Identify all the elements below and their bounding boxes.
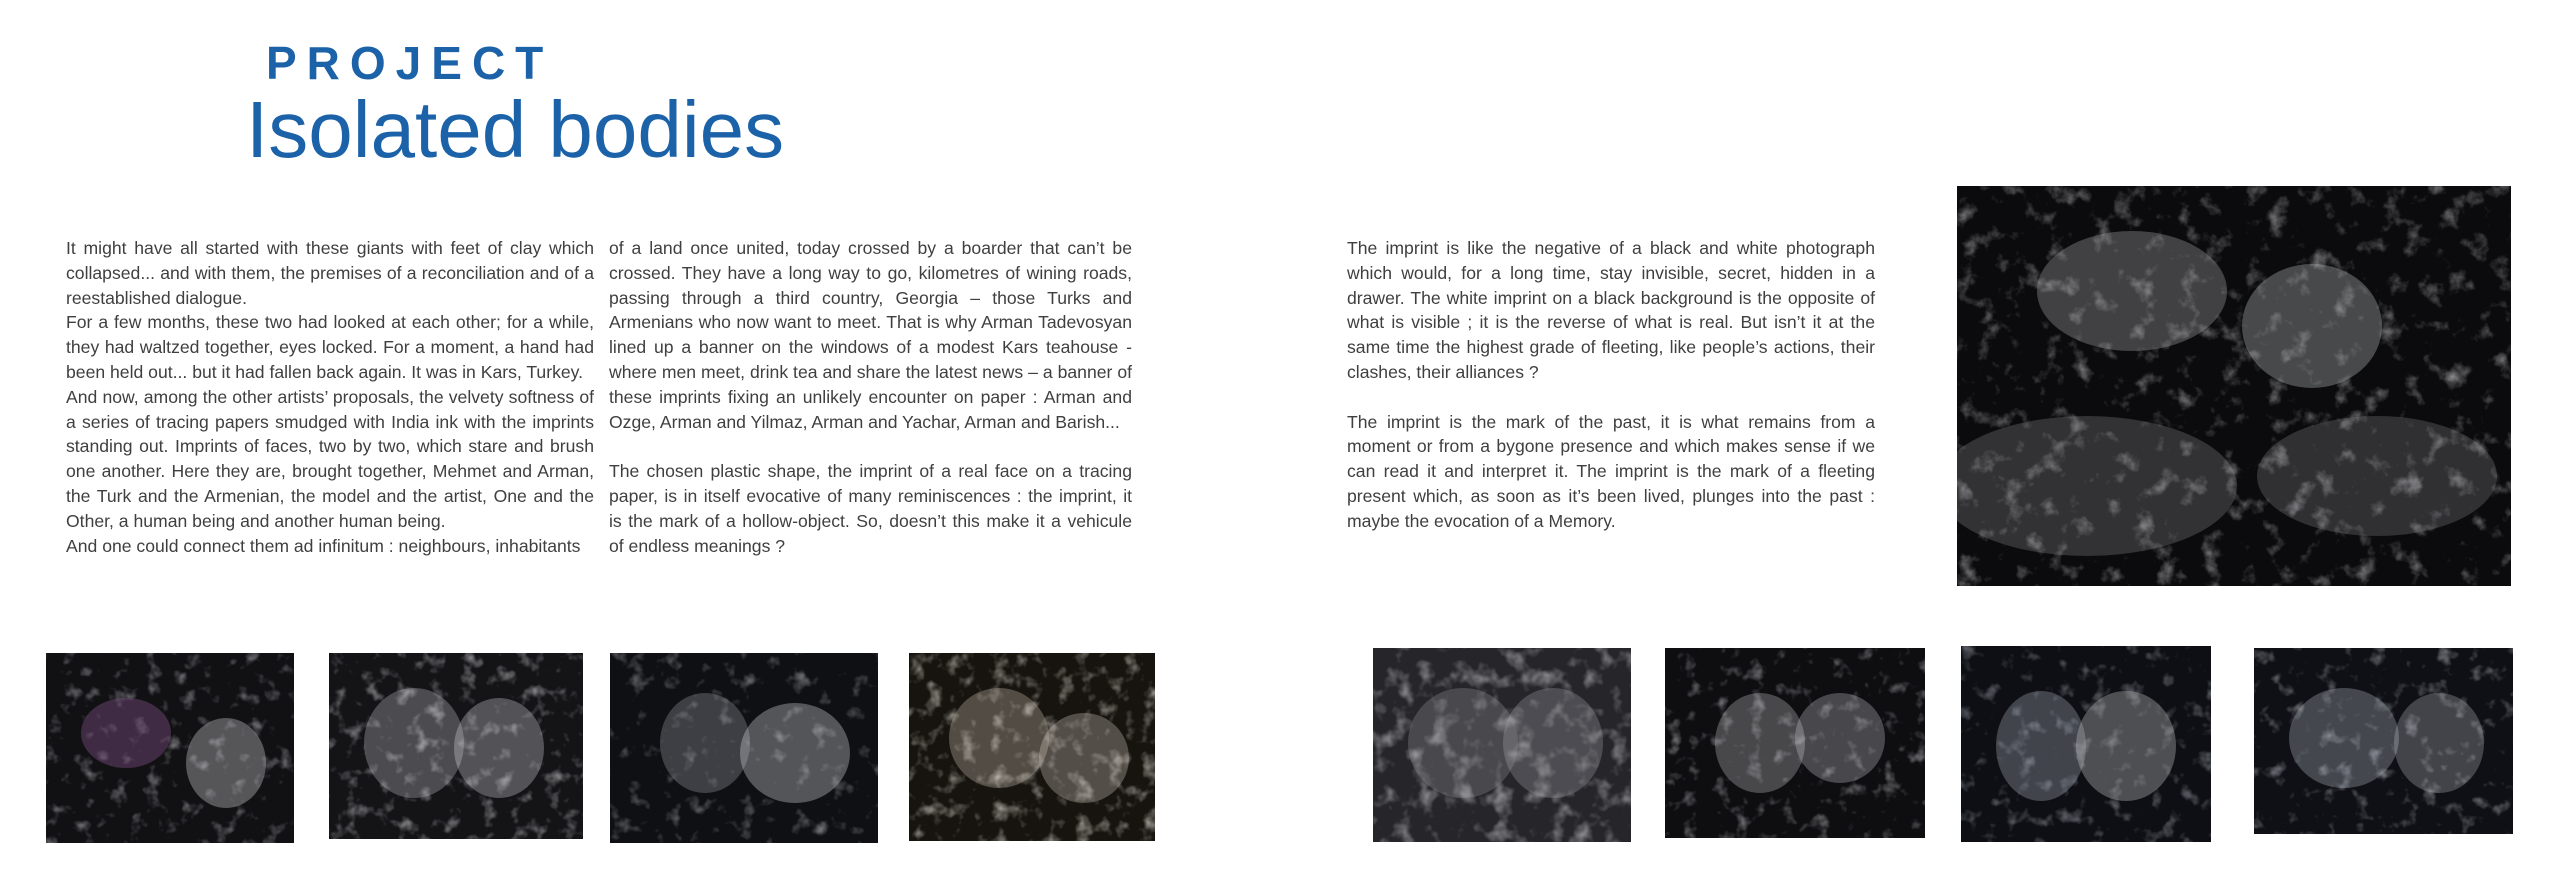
page-title: Isolated bodies	[246, 85, 785, 174]
text-column-1	[66, 236, 594, 558]
ink-imprint-thumbnail	[909, 653, 1155, 841]
paragraph: And now, among the other artists’ proposals, the velvety softness of a series of tracing papers smudged with India ink with the imprints standing out. Imprints of faces, two by two, which stare and brush one another. Here they are, brought together, Mehmet and Arman, the Turk and the Armenian, the model and the artist, One and the Other, a human being and another human being.	[66, 386, 594, 531]
ink-imprint-thumbnail	[1961, 646, 2211, 842]
ink-imprint-thumbnail	[2254, 648, 2513, 834]
text-column-3	[1347, 236, 1875, 534]
paragraph: And one could connect them ad infinitum : neighbours, inhabitants	[66, 535, 581, 556]
text-column-2	[609, 236, 1132, 558]
paragraph: The imprint is the mark of the past, it is what remains from a moment or from a bygone presence and which makes sense if we can read it and interpret it. The imprint is the mark of a fleeting present which, as soon as it’s been lived, plunges into the past : maybe the evocation of a Memory.	[1347, 411, 1875, 531]
ink-imprint-thumbnail	[1665, 648, 1925, 838]
ink-imprint-thumbnail	[329, 653, 583, 839]
ink-imprint-thumbnail	[1373, 648, 1631, 842]
paragraph: The chosen plastic shape, the imprint of a real face on a tracing paper, is in itself evocative of many reminiscences : the imprint, it is the mark of a hollow-object. So, doesn’t this make it a vehicule of endless meanings ?	[609, 461, 1132, 556]
paragraph: For a few months, these two had looked at each other; for a while, they had waltzed together, eyes locked. For a moment, a hand had been held out... but it had fallen back again. It was in Kars, Turkey.	[66, 312, 594, 382]
paragraph: The imprint is like the negative of a black and white photograph which would, for a long time, stay invisible, secret, hidden in a drawer. The white imprint on a black background is the opposite of what is visible ; it is the reverse of what is real. But isn’t it at the same time the highest grade of fleeting, like people’s actions, their clashes, their alliances ?	[1347, 238, 1875, 382]
paragraph: of a land once united, today crossed by a boarder that can’t be crossed. They have a long way to go, kilometres of wining roads, passing through a third country, Georgia – those Turks and Armenians who now want to meet. That is why Arman Tadevosyan lined up a banner on the windows of a modest Kars teahouse - where men meet, drink tea and share the latest news – a banner of these imprints fixing an unlikely encounter on paper : Arman and Ozge, Arman and Yilmaz, Arman and Yachar, Arman and Barish...	[609, 238, 1132, 432]
ink-imprint-artwork-large	[1957, 186, 2511, 586]
paragraph: It might have all started with these giants with feet of clay which collapsed... and with them, the premises of a reconciliation and of a reestablished dialogue.	[66, 238, 594, 308]
ink-imprint-thumbnail	[610, 653, 878, 843]
ink-imprint-thumbnail	[46, 653, 294, 843]
project-kicker: PROJECT	[266, 37, 554, 89]
